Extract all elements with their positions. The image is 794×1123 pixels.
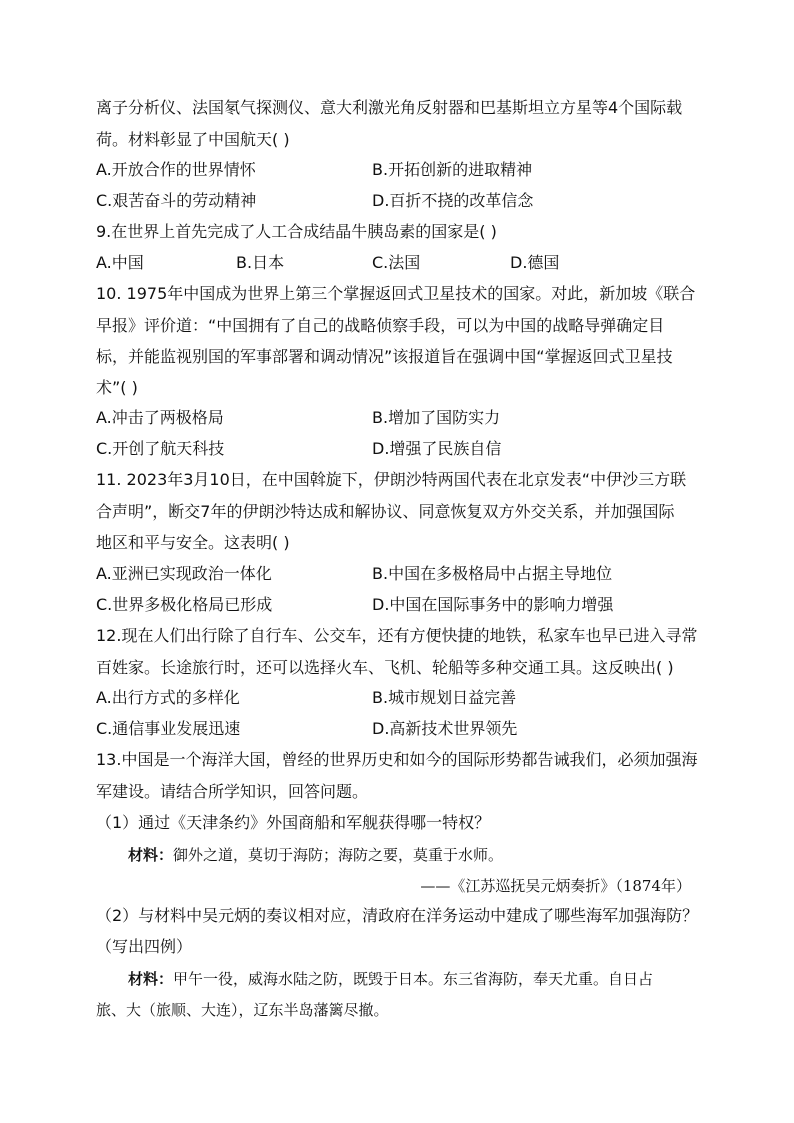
q10-stem-line-3: 标，并能监视别国的军事部署和调动情况”该报道旨在强调中国“掌握返回式卫星技 xyxy=(96,347,673,366)
q11-option-c: C.世界多极化格局已形成 xyxy=(96,595,273,614)
q10-option-a: A.冲击了两极格局 xyxy=(96,408,224,427)
q13-stem-line-1: 13.中国是一个海洋大国，曾经的世界历史和如今的国际形势都告诫我们，必须加强海 xyxy=(96,750,698,769)
q12-option-d: D.高新技术世界领先 xyxy=(372,719,518,738)
q10-option-c: C.开创了航天科技 xyxy=(96,439,225,458)
q13-subquestion-1: （1）通过《天津条约》外国商船和军舰获得哪一特权？ xyxy=(96,813,491,832)
q11-option-b: B.中国在多极格局中占据主导地位 xyxy=(372,564,613,583)
q13-material-1-source: ——《江苏巡抚吴元炳奏折》（1874年） xyxy=(420,877,691,895)
material-1-text: 御外之道，莫切于海防；海防之要，莫重于水师。 xyxy=(173,846,504,864)
q9-stem: 9.在世界上首先完成了人工合成结晶牛胰岛素的国家是( ) xyxy=(96,222,497,241)
q11-option-d: D.中国在国际事务中的影响力增强 xyxy=(372,595,614,614)
q13-material-2-line-2: 旅、大（旅顺、大连），辽东半岛藩篱尽撤。 xyxy=(96,1001,389,1019)
q11-option-a: A.亚洲已实现政治一体化 xyxy=(96,564,272,583)
q13-material-2-line-1 xyxy=(128,969,653,989)
q10-option-d: D.增强了民族自信 xyxy=(372,439,502,458)
q10-stem-line-1: 10. 1975年中国成为世界上第三个掌握返回式卫星技术的国家。对此，新加坡《联合 xyxy=(96,284,696,303)
q8-stem-line-2: 荷。材料彰显了中国航天( ) xyxy=(96,130,290,149)
q12-option-a: A.出行方式的多样化 xyxy=(96,688,240,707)
q9-option-d: D.德国 xyxy=(510,253,560,272)
q9-option-a: A.中国 xyxy=(96,253,144,272)
q12-stem-line-1: 12.现在人们出行除了自行车、公交车，还有方便快捷的地铁，私家车也早已进入寻常 xyxy=(96,626,698,645)
q12-option-c: C.通信事业发展迅速 xyxy=(96,719,241,738)
q13-stem-line-2: 军建设。请结合所学知识，回答问题。 xyxy=(96,782,369,801)
material-1-label: 材料： xyxy=(128,846,174,864)
q10-option-b: B.增加了国防实力 xyxy=(372,408,501,427)
q13-material-1 xyxy=(128,845,503,865)
q8-option-d: D.百折不挠的改革信念 xyxy=(372,191,534,210)
q13-subquestion-2-line-1: （2）与材料中吴元炳的奏议相对应，清政府在洋务运动中建成了哪些海军加强海防？ xyxy=(96,906,699,925)
material-2-text-1: 甲午一役，威海水陆之防，既毁于日本。东三省海防，奉天尤重。自日占 xyxy=(173,970,654,988)
material-2-label: 材料： xyxy=(128,970,174,988)
q12-stem-line-2: 百姓家。长途旅行时，还可以选择火车、飞机、轮船等多种交通工具。这反映出( ) xyxy=(96,658,674,677)
q10-stem-line-2: 早报》评价道：“中国拥有了自己的战略侦察手段，可以为中国的战略导弹确定目 xyxy=(96,316,665,335)
q11-stem-line-2: 合声明”，断交7年的伊朗沙特达成和解协议、同意恢复双方外交关系，并加强国际 xyxy=(96,502,675,521)
q11-stem-line-3: 地区和平与安全。这表明( ) xyxy=(96,533,290,552)
q11-stem-line-1: 11. 2023年3月10日，在中国斡旋下，伊朗沙特两国代表在北京发表“中伊沙三方联 xyxy=(96,470,687,489)
q8-option-a: A.开放合作的世界情怀 xyxy=(96,160,256,179)
q9-option-b: B.日本 xyxy=(236,253,285,272)
q8-option-b: B.开拓创新的进取精神 xyxy=(372,160,533,179)
q9-option-c: C.法国 xyxy=(372,253,421,272)
q13-subquestion-2-line-2: （写出四例） xyxy=(96,937,193,956)
q8-stem-line-1: 离子分析仪、法国氡气探测仪、意大利激光角反射器和巴基斯坦立方星等4个国际载 xyxy=(96,98,683,117)
q10-stem-line-4: 术”( ) xyxy=(96,378,138,397)
q8-option-c: C.艰苦奋斗的劳动精神 xyxy=(96,191,257,210)
q12-option-b: B.城市规划日益完善 xyxy=(372,688,517,707)
